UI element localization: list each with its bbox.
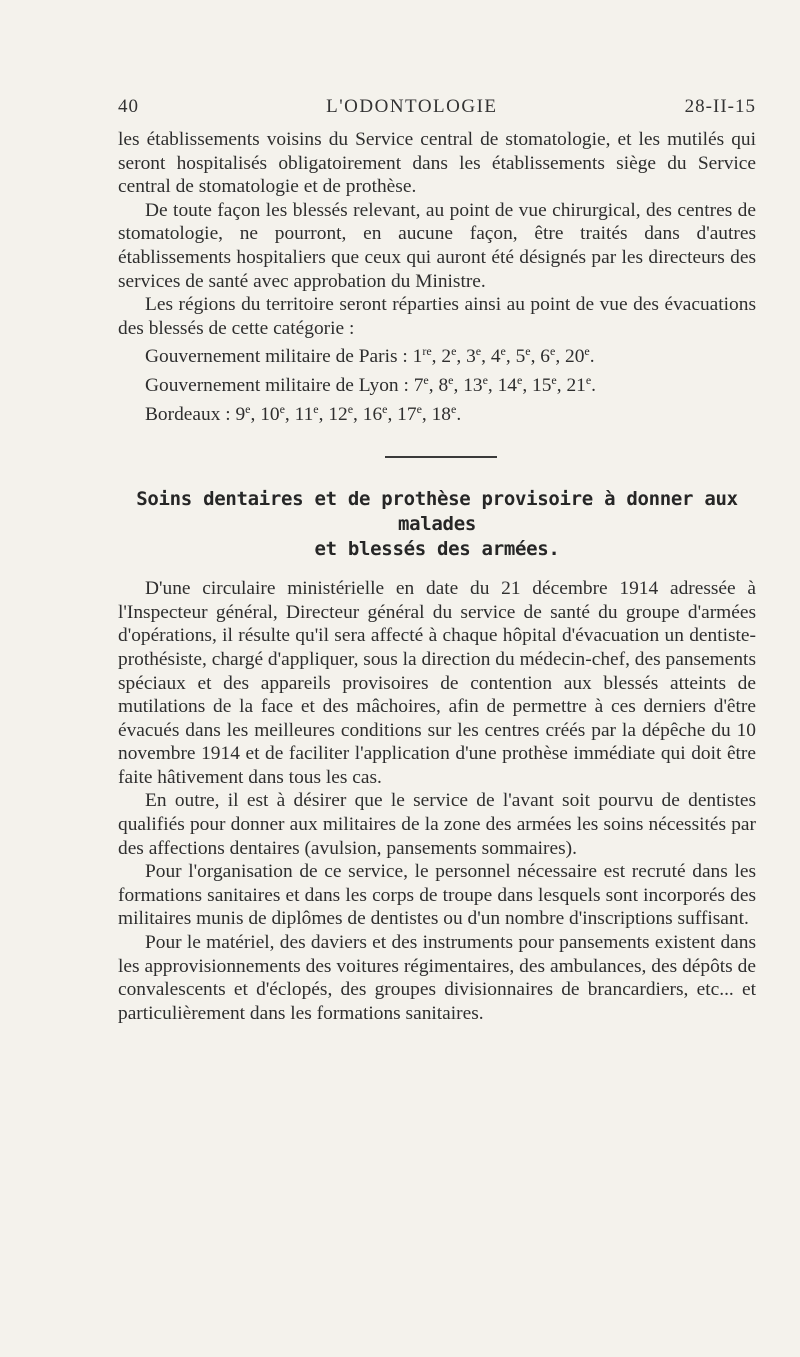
region-number: 13 bbox=[463, 374, 483, 396]
paragraph-continuation: les établissements voisins du Service central de stomatologie, et les mutilés qui seront hospitalisés obligatoirement dans les établissements siège du Service central de stomatologie et de prothèse. bbox=[118, 129, 756, 198]
paragraph: Pour l'organisation de ce service, le personnel nécessaire est recruté dans les formations sanitaires et dans les corps de troupe dans lesquels sont incorporés des militaires munis de diplômes de dentistes ou d'un nombre d'inscriptions suffisant. bbox=[118, 861, 756, 930]
region-number: 7 bbox=[413, 374, 424, 396]
region-list: 7e, 8e, 13e, 14e, 15e, 21e. bbox=[413, 372, 597, 396]
region-line-bordeaux bbox=[118, 398, 756, 427]
paragraph: En outre, il est à désirer que le service de l'avant soit pourvu de dentistes qualifiés pour donner aux militaires de la zone des armées les soins nécessités par des affections dentaires (avulsion, pansements sommaires). bbox=[118, 790, 756, 859]
ordinal-suffix: e bbox=[517, 372, 523, 387]
journal-title: L'ODONTOLOGIE bbox=[326, 96, 498, 117]
ordinal-suffix: e bbox=[500, 344, 506, 359]
page-number: 40 bbox=[118, 96, 139, 117]
section-heading-line: et blessés des armées. bbox=[314, 538, 560, 561]
paragraph: De toute façon les blessés relevant, au point de vue chirurgical, des centres de stomatologie, ne pourront, en aucune façon, être traités dans d'autres établissements hospitaliers que ceux qui auront été désignés par les directeurs des services de santé avec approbation du Ministre. bbox=[118, 199, 756, 292]
ordinal-suffix: re bbox=[422, 344, 432, 359]
region-number: 18 bbox=[431, 403, 451, 425]
region-number: 17 bbox=[397, 403, 417, 425]
region-number: 9 bbox=[235, 403, 246, 425]
issue-date: 28-II-15 bbox=[684, 96, 756, 117]
region-number: 14 bbox=[497, 374, 517, 396]
region-number: 2 bbox=[441, 346, 452, 368]
ordinal-suffix: e bbox=[551, 372, 557, 387]
region-number: 16 bbox=[362, 403, 383, 425]
paragraph: Pour le matériel, des daviers et des instruments pour pansements existent dans les approvisionnements des voitures régimentaires, des ambulances, des dépôts de convalescents et d'éclopés, des groupes divisionnaires de brancardiers, etc... et particulièrement dans les formations sanitaires. bbox=[118, 932, 756, 1024]
region-number: 10 bbox=[260, 403, 280, 425]
ordinal-suffix: e bbox=[245, 401, 251, 416]
ordinal-suffix: e bbox=[550, 344, 556, 359]
section-heading-line: Soins dentaires et de prothèse provisoire à donner aux malades bbox=[136, 488, 738, 536]
section-divider bbox=[385, 456, 497, 458]
region-number: 15 bbox=[532, 374, 552, 396]
ordinal-suffix: e bbox=[313, 401, 319, 416]
region-number: 5 bbox=[515, 346, 526, 368]
top-text bbox=[118, 128, 756, 426]
ordinal-suffix: e bbox=[347, 401, 354, 416]
region-label: Gouvernement militaire de Paris : bbox=[145, 346, 413, 368]
region-list: 9e, 10e, 11e, 12e, 16e, 17e, 18e. bbox=[235, 401, 462, 425]
region-number: 11 bbox=[294, 403, 314, 425]
ordinal-suffix: e bbox=[416, 401, 422, 416]
region-label: Gouvernement militaire de Lyon : bbox=[145, 374, 414, 396]
region-list: 1re, 2e, 3e, 4e, 5e, 6e, 20e. bbox=[412, 344, 595, 368]
region-label: Bordeaux : bbox=[145, 403, 236, 425]
ordinal-suffix: e bbox=[585, 372, 592, 387]
region-number: 12 bbox=[328, 403, 348, 425]
running-header bbox=[118, 96, 756, 126]
region-number: 4 bbox=[490, 346, 501, 368]
region-number: 21 bbox=[566, 374, 586, 396]
region-number: 6 bbox=[540, 346, 550, 368]
region-line-lyon bbox=[118, 369, 756, 398]
ordinal-suffix: e bbox=[448, 372, 454, 387]
region-line-paris bbox=[118, 340, 756, 369]
ordinal-suffix: e bbox=[584, 344, 590, 359]
region-number: 1 bbox=[412, 346, 423, 368]
paragraph: D'une circulaire ministérielle en date du 21 décembre 1914 adressée à l'Inspecteur général, Directeur général du service de santé du groupe d'armées d'opérations, il résulte qu'il sera affecté à chaque hôpital d'évacuation un dentiste-prothésiste, chargé d'appliquer, sous la direction du médecin-chef, des pansements spéciaux et des appareils provisoires de contention aux blessés atteints de mutilations de la face et des mâchoires, afin de permettre à ces derniers d'être évacués dans les meilleures conditions sur les centres créés par la dépêche du 10 novembre 1914 et de faciliter l'application d'une prothèse immédiate qui doit être faite hâtivement dans tous les cas. bbox=[118, 578, 756, 788]
ordinal-suffix: e bbox=[451, 344, 457, 359]
region-number: 3 bbox=[466, 346, 476, 368]
ordinal-suffix: e bbox=[482, 372, 488, 387]
ordinal-suffix: e bbox=[450, 401, 457, 416]
ordinal-suffix: e bbox=[279, 401, 285, 416]
ordinal-suffix: e bbox=[475, 344, 482, 359]
paragraph: Les régions du territoire seront réparties ainsi au point de vue des évacuations des blessés de cette catégorie : bbox=[118, 294, 756, 339]
document-page bbox=[118, 96, 756, 1025]
section-body bbox=[118, 577, 756, 1025]
ordinal-suffix: e bbox=[525, 344, 531, 359]
region-number: 8 bbox=[438, 374, 449, 396]
ordinal-suffix: e bbox=[382, 401, 388, 416]
section-heading bbox=[118, 487, 756, 562]
region-number: 20 bbox=[565, 346, 585, 368]
ordinal-suffix: e bbox=[423, 372, 429, 387]
